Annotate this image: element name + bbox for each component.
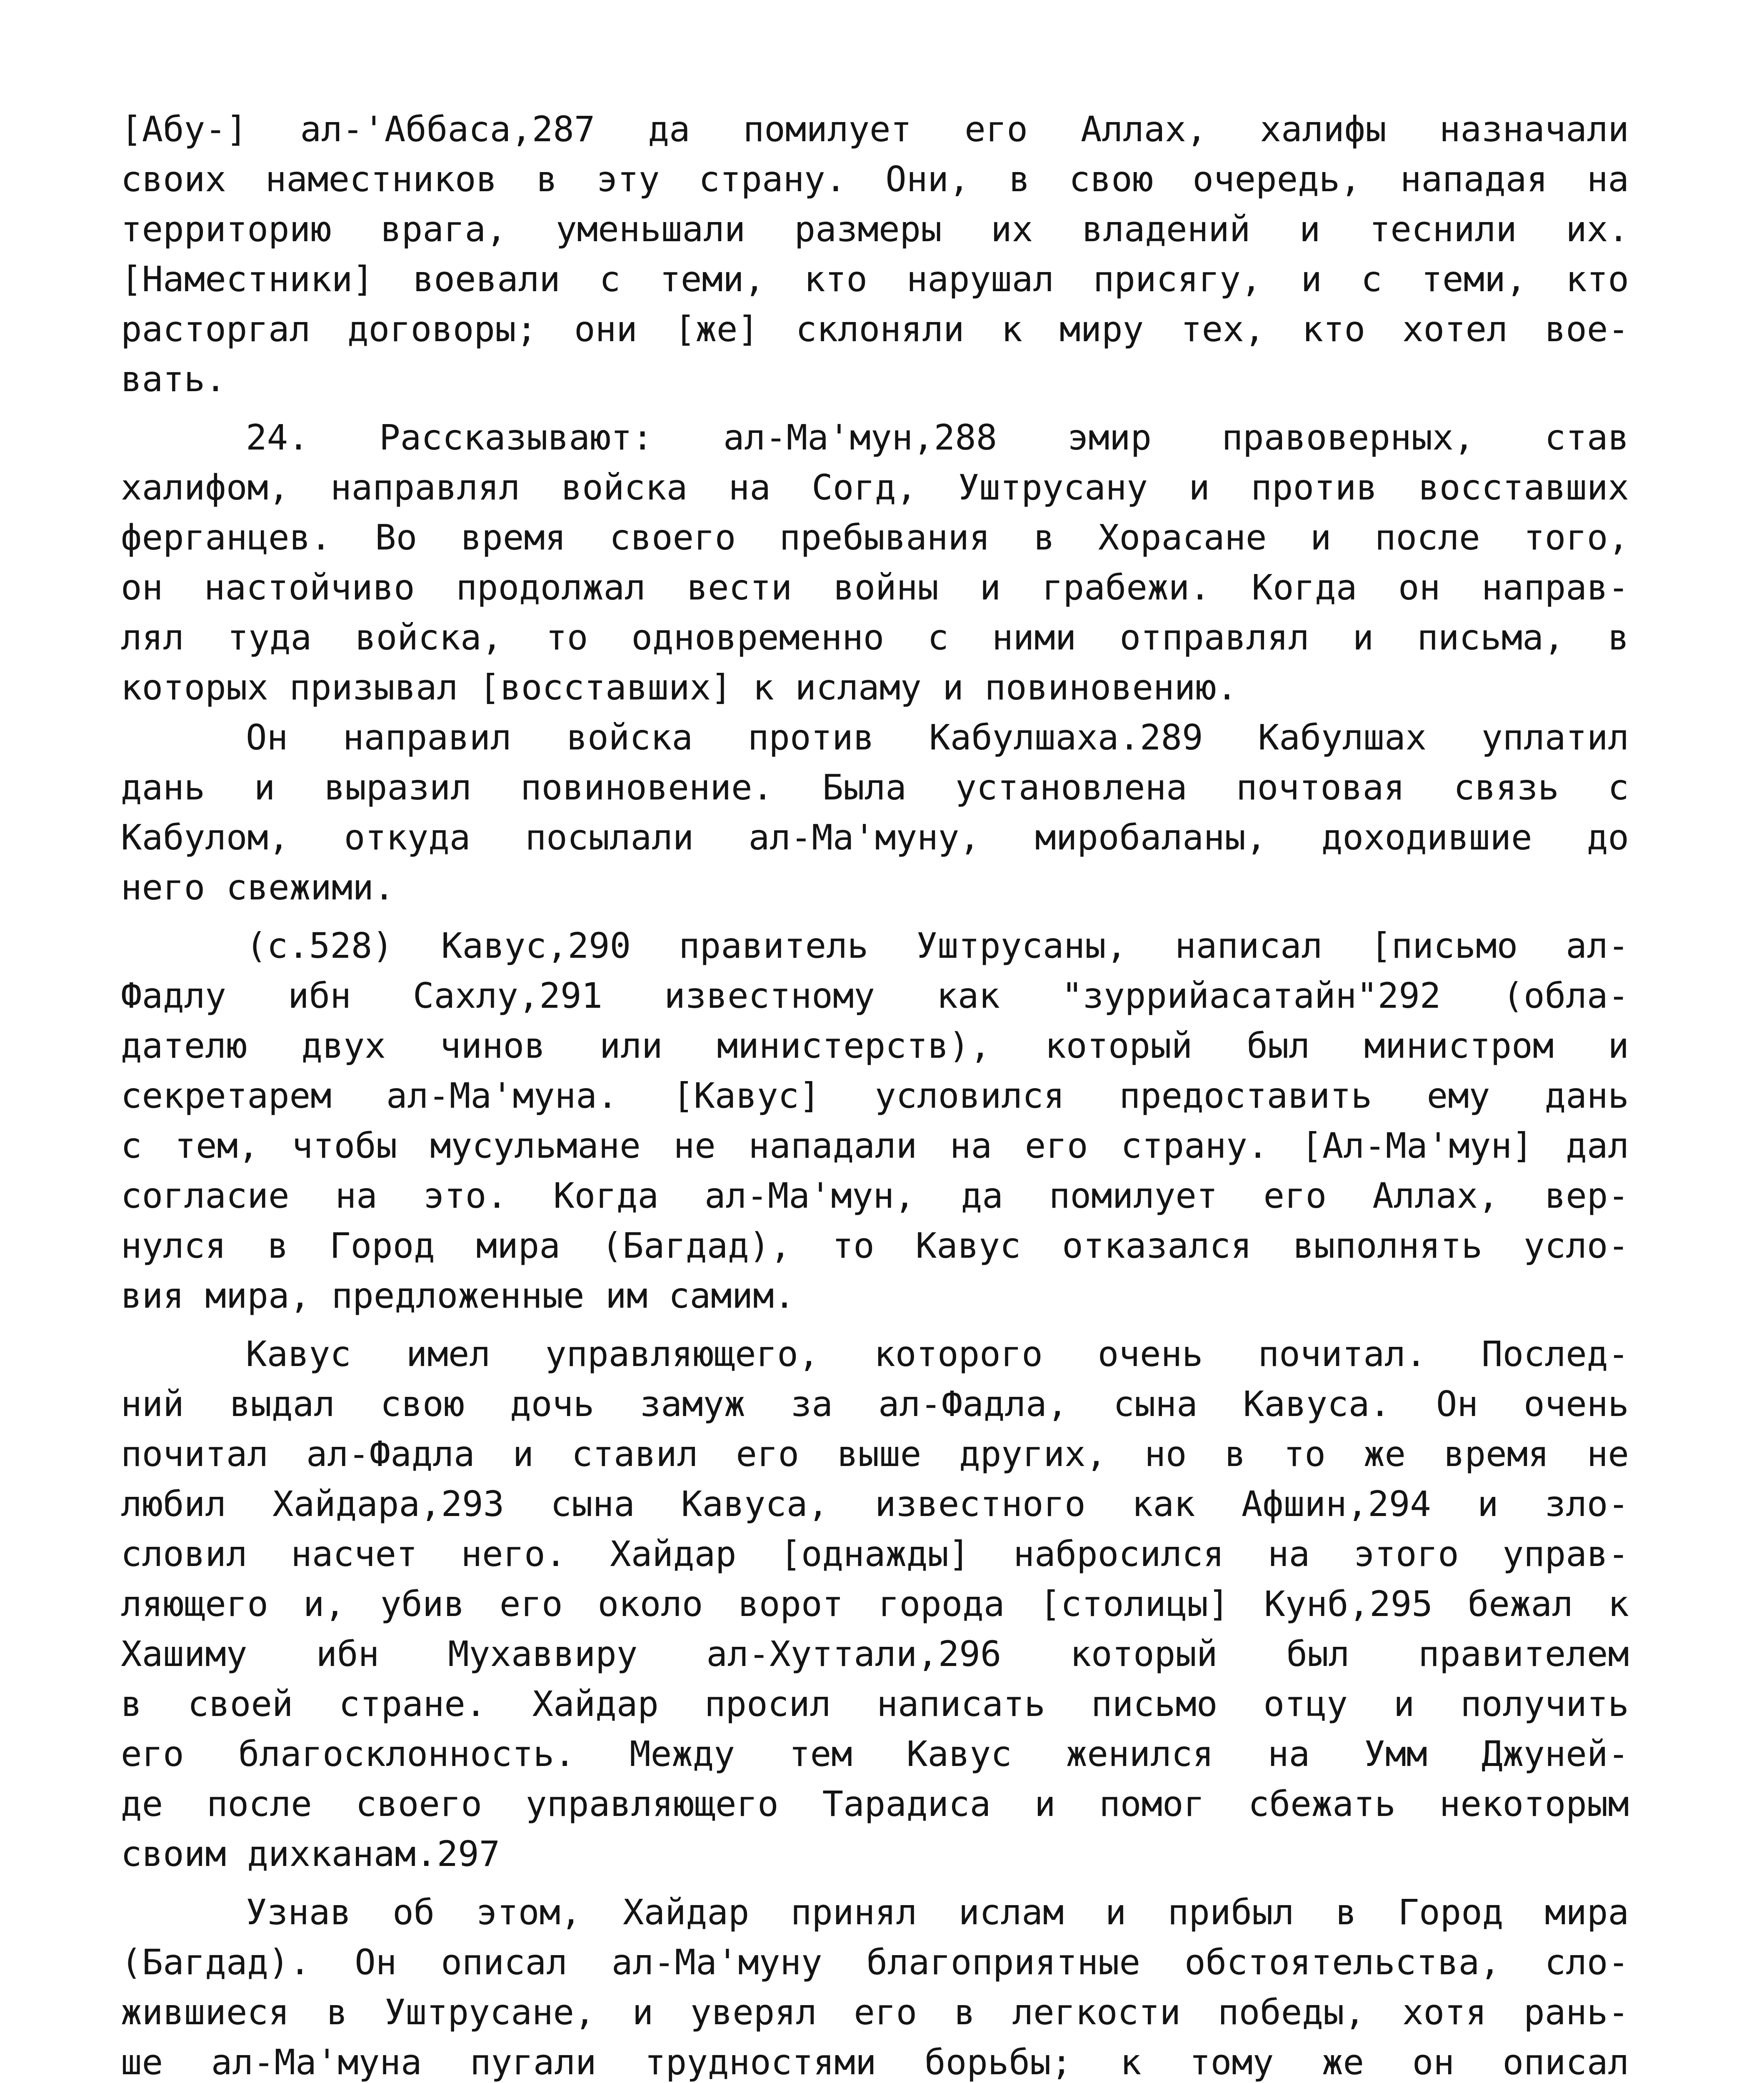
text-line-2: своих наместников в эту страну. Они, в свою очередь, нападая на [121,159,1629,200]
text-line-15: Кабулом, откуда посылали ал-Ма'муну, миробаланы, доходившие до [121,817,1629,858]
text-line-27: почитал ал-Фадла и ставил его выше других, но в то же время не [121,1434,1629,1474]
text-line-35: своим дихканам.297 [121,1833,500,1874]
text-line-9: ферганцев. Во время своего пребывания в Хорасане и после того, [121,517,1629,558]
text-line-14: дань и выразил повиновение. Была установлена почтовая связь с [121,767,1629,808]
text-line-39: ше ал-Ма'муна пугали трудностями борьбы; к тому же он описал [121,2042,1629,2083]
text-line-34: де после своего управляющего Тарадиса и помог сбежать некоторым [121,1783,1629,1824]
text-line-21: с тем, чтобы мусульмане не нападали на его страну. [Ал-Ма'мун] дал [121,1125,1629,1166]
text-line-29: словил насчет него. Хайдар [однажды] набросился на этого управ- [121,1534,1629,1574]
text-line-28: любил Хайдара,293 сына Кавуса, известного как Афшин,294 и зло- [121,1484,1629,1524]
text-line-23: нулся в Город мира (Багдад), то Кавус отказался выполнять усло- [121,1225,1629,1266]
text-line-36: Узнав об этом, Хайдар принял ислам и прибыл в Город мира [246,1892,1629,1933]
text-line-20: секретарем ал-Ма'муна. [Кавус] условился предоставить ему дань [121,1075,1629,1116]
text-line-17: (с.528) Кавус,290 правитель Уштрусаны, написал [письмо ал- [246,925,1629,966]
text-line-31: Хашиму ибн Мухаввиру ал-Хуттали,296 который был правителем [121,1633,1629,1674]
text-line-32: в своей стране. Хайдар просил написать письмо отцу и получить [121,1683,1629,1724]
text-line-22: согласие на это. Когда ал-Ма'мун, да помилует его Аллах, вер- [121,1175,1629,1216]
text-line-30: ляющего и, убив его около ворот города [столицы] Кунб,295 бежал к [121,1583,1629,1624]
text-line-33: его благосклонность. Между тем Кавус женился на Умм Джуней- [121,1733,1629,1774]
text-line-24: вия мира, предложенные им самим. [121,1275,795,1316]
text-line-37: (Багдад). Он описал ал-Ма'муну благоприятные обстоятельства, сло- [121,1942,1629,1983]
text-line-10: он настойчиво продолжал вести войны и грабежи. Когда он направ- [121,567,1629,608]
text-line-3: территорию врага, уменьшали размеры их владений и теснили их. [121,209,1629,250]
text-line-12: которых призывал [восставших] к исламу и повиновению. [121,667,1238,708]
text-line-26: ний выдал свою дочь замуж за ал-Фадла, сына Кавуса. Он очень [121,1384,1629,1424]
main-text [121,104,1629,2083]
text-line-19: дателю двух чинов или министерств), который был министром и [121,1025,1629,1066]
text-line-16: него свежими. [121,867,395,908]
text-line-8: халифом, направлял войска на Согд, Уштрусану и против восставших [121,467,1629,508]
text-line-5: расторгал договоры; они [же] склоняли к миру тех, кто хотел вое- [121,309,1629,350]
text-line-6: вать. [121,359,226,400]
text-line-7: 24. Рассказывают: ал-Ма'мун,288 эмир правоверных, став [246,417,1629,458]
text-line-11: лял туда войска, то одновременно с ними отправлял и письма, в [121,617,1629,658]
text-line-4: [Наместники] воевали с теми, кто нарушал присягу, и с теми, кто [121,259,1629,300]
text-line-25: Кавус имел управляющего, которого очень почитал. Послед- [246,1334,1629,1374]
text-line-1: [Абу-] ал-'Аббаса,287 да помилует его Аллах, халифы назначали [121,109,1629,150]
text-line-18: Фадлу ибн Сахлу,291 известному как "зуррийасатайн"292 (обла- [121,975,1629,1016]
text-line-13: Он направил войска против Кабулшаха.289 Кабулшах уплатил [246,717,1629,758]
text-line-38: жившиеся в Уштрусане, и уверял его в легкости победы, хотя рань- [121,1992,1629,2033]
